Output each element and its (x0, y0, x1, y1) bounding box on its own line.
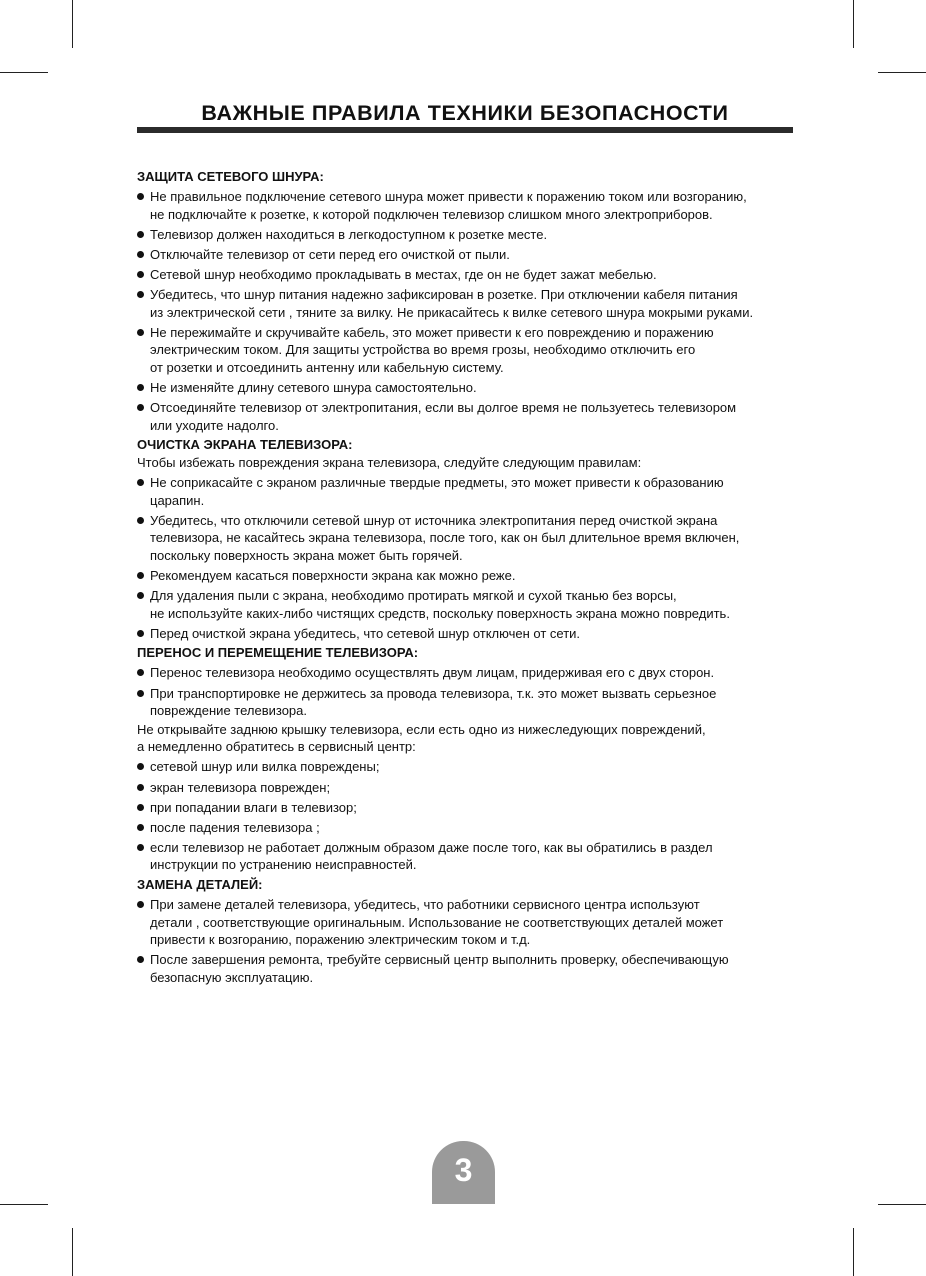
crop-mark-bottom-left-vertical (72, 1228, 73, 1276)
bullet-icon (137, 956, 144, 963)
list-item-line: или уходите надолго. (150, 417, 279, 433)
bullet-icon (137, 844, 144, 851)
section (137, 876, 797, 987)
list-item-line: Перед очисткой экрана убедитесь, что сетевой шнур отключен от сети. (150, 625, 581, 641)
bullet-icon (137, 384, 144, 391)
list-item-line: при попадании влаги в телевизор; (150, 799, 357, 815)
section-heading: ЗАЩИТА СЕТЕВОГО ШНУРА: (137, 169, 324, 184)
bullet-icon (137, 690, 144, 697)
section-intro: Чтобы избежать повреждения экрана телевизора, следуйте следующим правилам: (137, 454, 642, 470)
list-item-line: безопасную эксплуатацию. (150, 969, 314, 985)
list-item (137, 896, 797, 949)
list-item-line: Убедитесь, что шнур питания надежно зафиксирован в розетке. При отключении кабеля питания (150, 287, 738, 303)
crop-mark-bottom-left-horizontal (0, 1204, 48, 1205)
list-item-line: не подключайте к розетке, к которой подключен телевизор слишком много электроприборов. (150, 206, 713, 222)
bullet-icon (137, 824, 144, 831)
crop-mark-bottom-right-horizontal (878, 1204, 926, 1205)
list-item-line: Телевизор должен находиться в легкодоступном к розетке месте. (150, 226, 548, 242)
bullet-icon (137, 271, 144, 278)
list-item-line: При транспортировке не держитесь за провода телевизора, т.к. это может вызвать серьезное (150, 685, 717, 701)
bullet-icon (137, 592, 144, 599)
list-item-line: инструкции по устранению неисправностей. (150, 857, 417, 873)
list-item-line: Отключайте телевизор от сети перед его очисткой от пыли. (150, 246, 510, 262)
section-heading: ЗАМЕНА ДЕТАЛЕЙ: (137, 876, 263, 892)
bullet-icon (137, 517, 144, 524)
list-item (137, 188, 797, 223)
list-item (137, 758, 797, 776)
bullet-icon (137, 231, 144, 238)
list-item-line: Для удаления пыли с экрана, необходимо протирать мягкой и сухой тканью без ворсы, (150, 588, 677, 604)
list-item (137, 379, 797, 397)
list-item (137, 664, 797, 682)
page-title: ВАЖНЫЕ ПРАВИЛА ТЕХНИКИ БЕЗОПАСНОСТИ (201, 101, 729, 125)
list-item-line: Убедитесь, что отключили сетевой шнур от источника электропитания перед очисткой экрана (150, 512, 718, 528)
list-item-line: не используйте каких-либо чистящих средств, поскольку поверхность экрана можно повредить. (150, 605, 730, 621)
section-note-line: а немедленно обратитесь в сервисный центр: (137, 739, 416, 755)
section-heading: ОЧИСТКА ЭКРАНА ТЕЛЕВИЗОРА: (137, 437, 353, 453)
list-item-line: если телевизор не работает должным образом даже после того, как вы обратились в раздел (150, 839, 713, 855)
list-item (137, 779, 797, 797)
bullet-icon (137, 572, 144, 579)
list-item-line: Рекомендуем касаться поверхности экрана как можно реже. (150, 567, 516, 583)
list-item (137, 839, 797, 874)
section (137, 436, 797, 642)
list-item-line: Перенос телевизора необходимо осуществлять двум лицам, придерживая его с двух сторон. (150, 665, 715, 681)
page-number-badge: 3 (432, 1141, 495, 1204)
list-item-line: Не пережимайте и скручивайте кабель, это может привести к его повреждению и поражению (150, 324, 714, 340)
list-item (137, 246, 797, 264)
bullet-icon (137, 901, 144, 908)
list-item-line: после падения телевизора ; (150, 819, 320, 835)
list-item (137, 685, 797, 720)
list-item-line: поскольку поверхность экрана может быть горячей. (150, 547, 463, 563)
list-item-line: Не правильное подключение сетевого шнура может привести к поражению током или возгоранию, (150, 189, 747, 205)
list-item-line: детали , соответствующие оригинальным. Использование не соответствующих деталей может (150, 914, 724, 930)
list-item (137, 951, 797, 986)
list-item (137, 266, 797, 284)
bullet-icon (137, 291, 144, 298)
list-item-line: После завершения ремонта, требуйте сервисный центр выполнить проверку, обеспечивающую (150, 952, 729, 968)
list-item (137, 226, 797, 244)
crop-mark-top-left-vertical (72, 0, 73, 48)
list-item-line: Не изменяйте длину сетевого шнура самостоятельно. (150, 380, 477, 396)
bullet-icon (137, 193, 144, 200)
section-note-line: Не открывайте заднюю крышку телевизора, если есть одно из нижеследующих повреждений, (137, 721, 706, 737)
list-item (137, 399, 797, 434)
list-item-line: повреждение телевизора. (150, 703, 307, 719)
list-item-line: Не соприкасайте с экраном различные твердые предметы, это может привести к образованию (150, 475, 724, 490)
list-item-line: При замене деталей телевизора, убедитесь, что работники сервисного центра используют (150, 897, 700, 913)
bullet-icon (137, 251, 144, 258)
list-item-line: привести к возгоранию, поражению электрическим током и т.д. (150, 932, 531, 948)
list-item-line: сетевой шнур или вилка повреждены; (150, 759, 380, 775)
crop-mark-top-left-horizontal (0, 72, 48, 73)
bullet-icon (137, 763, 144, 770)
title-rule (137, 127, 793, 133)
list-item (137, 512, 797, 565)
list-item (137, 474, 797, 509)
section-heading: ПЕРЕНОС И ПЕРЕМЕЩЕНИЕ ТЕЛЕВИЗОРА: (137, 645, 419, 661)
list-item-line: из электрической сети , тяните за вилку. Не прикасайтесь к вилке сетевого шнура мокрыми руками. (150, 304, 754, 320)
list-item (137, 567, 797, 585)
crop-mark-top-right-horizontal (878, 72, 926, 73)
list-item (137, 625, 797, 643)
bullet-icon (137, 329, 144, 336)
bullet-icon (137, 784, 144, 791)
list-item (137, 286, 797, 321)
bullet-icon (137, 669, 144, 676)
bullet-icon (137, 630, 144, 637)
list-item (137, 819, 797, 837)
bullet-icon (137, 404, 144, 411)
list-item-line: электрическим током. Для защиты устройства во время грозы, необходимо отключить его (150, 342, 696, 358)
section-note (137, 721, 797, 756)
section (137, 168, 797, 434)
list-item-line: от розетки и отсоединить антенну или кабельную систему. (150, 359, 504, 375)
list-item-line: царапин. (150, 492, 205, 508)
document-body (137, 166, 797, 988)
list-item (137, 799, 797, 817)
list-item-line: телевизора, не касайтесь экрана телевизора, после того, как он был длительное время включен, (150, 530, 740, 546)
bullet-icon (137, 804, 144, 811)
crop-mark-bottom-right-vertical (853, 1228, 854, 1276)
list-item-line: Отсоединяйте телевизор от электропитания, если вы долгое время не пользуетесь телевизором (150, 400, 737, 416)
list-item (137, 587, 797, 622)
list-item-line: экран телевизора поврежден; (150, 779, 331, 795)
bullet-icon (137, 479, 144, 486)
section (137, 644, 797, 874)
list-item (137, 324, 797, 377)
crop-mark-top-right-vertical (853, 0, 854, 48)
list-item-line: Сетевой шнур необходимо прокладывать в местах, где он не будет зажат мебелью. (150, 266, 657, 282)
